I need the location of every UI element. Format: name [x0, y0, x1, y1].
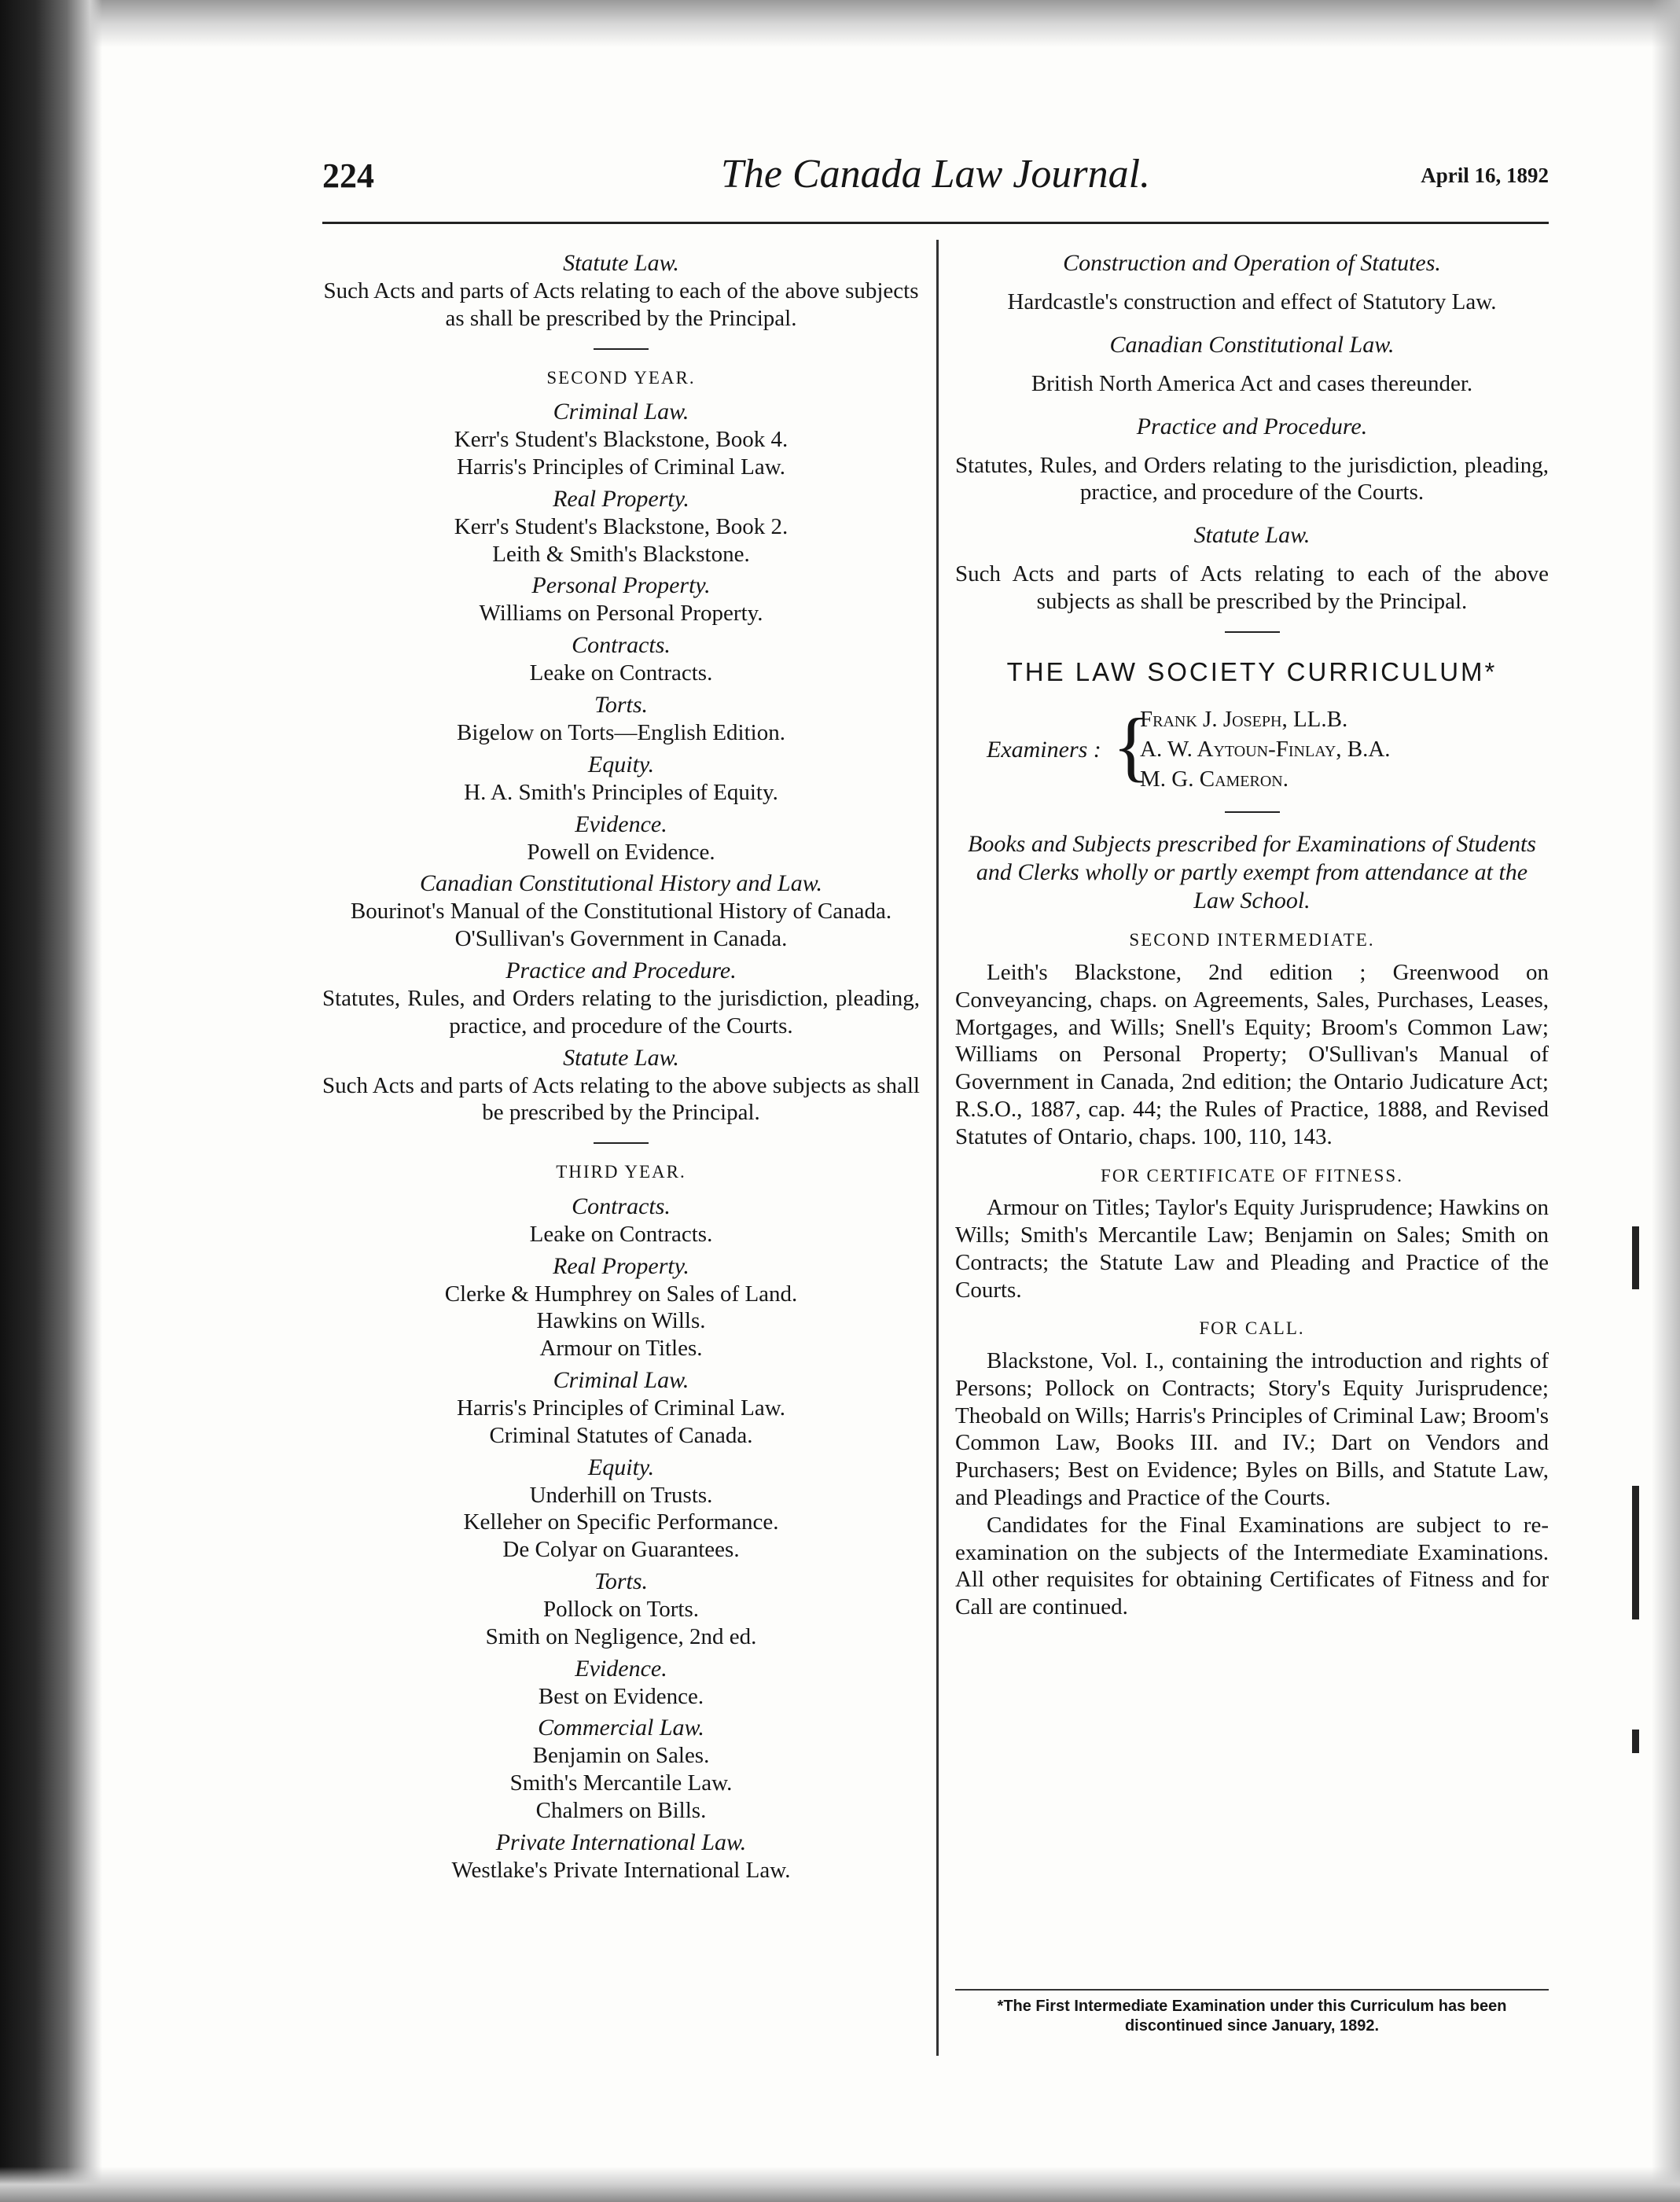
- section-text: Leith's Blackstone, 2nd edition ; Greenwood on Conveyancing, chaps. on Agreements, Sales, Purchases, Leases, Mortgages, and Wills; Snell's Equity; Broom's Common Law; Williams on Personal Property; O'Sullivan's Manual of Government in Canada, 2nd edition; the Ontario Judicature Act; R.S.O., 1887, cap. 44; the Rules of Practice, 1888, and Revised Statutes of Ontario, chaps. 100, 110, 143.: [955, 959, 1549, 1149]
- book-line: O'Sullivan's Government in Canada.: [454, 926, 788, 952]
- section-heading: Commercial Law.: [538, 1715, 704, 1741]
- short-rule: [1225, 811, 1280, 813]
- right-column: [955, 245, 1549, 1621]
- section-heading: Construction and Operation of Statutes.: [1063, 250, 1441, 276]
- journal-title: The Canada Law Journal.: [720, 152, 1151, 197]
- sub-heading: SECOND INTERMEDIATE.: [1129, 930, 1375, 950]
- section-heading: Equity.: [587, 751, 655, 778]
- book-line: Criminal Statutes of Canada.: [489, 1422, 753, 1448]
- edge-mark-2: [1632, 1486, 1639, 1619]
- brace-glyph: {: [1112, 702, 1150, 790]
- book-line: Kerr's Student's Blackstone, Book 4.: [454, 427, 789, 453]
- issue-date: April 16, 1892: [1421, 164, 1549, 187]
- section-heading: Evidence.: [575, 811, 667, 837]
- examiner-name: A. W. Aytoun-Finlay, B.A.: [1140, 737, 1391, 763]
- book-line: Smith's Mercantile Law.: [509, 1770, 733, 1796]
- column-divider: [936, 240, 939, 2056]
- sub-heading: FOR CALL.: [1199, 1318, 1305, 1339]
- section-text: Hardcastle's construction and effect of Statutory Law.: [1007, 289, 1497, 314]
- sub-heading: FOR CERTIFICATE OF FITNESS.: [1101, 1165, 1403, 1186]
- examiner-name: Frank J. Joseph, LL.B.: [1140, 707, 1348, 733]
- book-line: Armour on Titles.: [539, 1336, 703, 1362]
- section-text: Blackstone, Vol. I., containing the introduction and rights of Persons; Pollock on Contracts; Story's Equity Jurisprudence; Theobald on Wills; Harris's Principles of Criminal Law; Broom's Common Law, Books III. and IV.; Dart on Vendors and Purchasers; Best on Evidence; Byles on Bills, and Statute Law, and Pleadings and Practice of the Courts.: [955, 1347, 1549, 1510]
- section-text: Statutes, Rules, and Orders relating to the jurisdiction, pleading, practice, and procedure of the Courts.: [322, 985, 920, 1039]
- section-text: Armour on Titles; Taylor's Equity Jurisprudence; Hawkins on Wills; Smith's Mercantile Law; Benjamin on Sales; Smith on Contracts; the Statute Law and Pleading and Practice of the Courts.: [955, 1195, 1549, 1303]
- short-rule: [594, 1142, 649, 1144]
- book-line: Benjamin on Sales.: [532, 1743, 710, 1769]
- page-header: [322, 149, 1549, 212]
- book-line: Harris's Principles of Criminal Law.: [456, 1395, 786, 1421]
- scan-shadow-right: [1652, 0, 1680, 2202]
- book-line: Leake on Contracts.: [529, 660, 713, 686]
- book-line: Bigelow on Torts—English Edition.: [457, 719, 785, 745]
- section-heading: Criminal Law.: [553, 399, 689, 425]
- book-line: Leake on Contracts.: [529, 1221, 713, 1247]
- scan-shadow-binding: [0, 0, 102, 2202]
- book-line: Clerke & Humphrey on Sales of Land.: [444, 1281, 798, 1307]
- section-heading: Real Property.: [553, 1252, 689, 1279]
- section-heading: Contracts.: [572, 632, 671, 659]
- book-line: Smith on Negligence, 2nd ed.: [485, 1623, 757, 1649]
- edge-mark-3: [1632, 1730, 1639, 1753]
- section-text: Statutes, Rules, and Orders relating to the jurisdiction, pleading, practice, and procedure of the Courts.: [955, 452, 1549, 505]
- section-heading: Contracts.: [572, 1193, 671, 1219]
- book-line: Underhill on Trusts.: [529, 1482, 713, 1508]
- year-title: SECOND YEAR.: [546, 367, 696, 388]
- book-line: Best on Evidence.: [538, 1683, 704, 1709]
- section-heading: Equity.: [587, 1454, 655, 1480]
- section-heading: Canadian Constitutional History and Law.: [419, 870, 822, 897]
- section-text: Such Acts and parts of Acts relating to each of the above subjects as shall be prescribed by the Principal.: [955, 561, 1549, 614]
- footnote-rule: [955, 1989, 1549, 1991]
- book-line: Pollock on Torts.: [542, 1596, 700, 1622]
- book-line: Chalmers on Bills.: [535, 1797, 707, 1823]
- year-title: THIRD YEAR.: [556, 1162, 686, 1182]
- section-heading: Practice and Procedure.: [1136, 413, 1368, 439]
- section-heading: Private International Law.: [495, 1829, 747, 1855]
- section-heading: Real Property.: [553, 485, 689, 512]
- section-heading: Statute Law.: [563, 250, 679, 276]
- header-rule: [322, 222, 1549, 224]
- book-line: Hawkins on Wills.: [536, 1308, 706, 1334]
- section-heading: Torts.: [594, 691, 649, 718]
- book-line: Harris's Principles of Criminal Law.: [456, 454, 786, 480]
- book-line: H. A. Smith's Principles of Equity.: [464, 779, 778, 805]
- section-heading: Statute Law.: [1193, 522, 1311, 549]
- section-heading: Torts.: [594, 1568, 649, 1594]
- examiners-block: [955, 703, 1549, 796]
- edge-mark-1: [1632, 1226, 1639, 1289]
- book-line: Kerr's Student's Blackstone, Book 2.: [454, 513, 789, 539]
- section-heading: Practice and Procedure.: [505, 957, 737, 983]
- section-heading: Statute Law.: [563, 1044, 679, 1071]
- section-heading: Canadian Constitutional Law.: [1109, 331, 1395, 358]
- footnote: *The First Intermediate Examination under this Curriculum has been discontinued since January, 1892.: [997, 1998, 1507, 2035]
- curriculum-title: THE LAW SOCIETY CURRICULUM*: [1006, 656, 1498, 686]
- scan-shadow-bottom: [0, 2167, 1680, 2202]
- section-text: Such Acts and parts of Acts relating to each of the above subjects as shall be prescribed by the Principal.: [323, 278, 919, 331]
- section-text: Such Acts and parts of Acts relating to the above subjects as shall be prescribed by the Principal.: [322, 1072, 920, 1126]
- left-column: [322, 245, 920, 1884]
- examiner-name: M. G. Cameron.: [1140, 766, 1288, 792]
- section-heading: Evidence.: [575, 1655, 667, 1682]
- book-line: Powell on Evidence.: [527, 839, 715, 865]
- section-heading: Criminal Law.: [553, 1366, 689, 1393]
- book-line: Bourinot's Manual of the Constitutional History of Canada.: [350, 899, 892, 925]
- section-text: British North America Act and cases thereunder.: [1031, 370, 1473, 396]
- section-text: Candidates for the Final Examinations are subject to re-examination on the subjects of the Intermediate Examinations. All other requisites for obtaining Certificates of Fitness and for Call are continued.: [955, 1512, 1549, 1620]
- short-rule: [1225, 631, 1280, 633]
- scan-shadow-top: [0, 0, 1680, 47]
- book-line: Williams on Personal Property.: [479, 601, 763, 627]
- book-line: De Colyar on Guarantees.: [502, 1537, 740, 1563]
- book-line: Leith & Smith's Blackstone.: [492, 541, 750, 567]
- books-heading: Books and Subjects prescribed for Examinations of Students and Clerks wholly or partly exempt from attendance at the Law School.: [968, 831, 1536, 914]
- book-line: Westlake's Private International Law.: [451, 1857, 791, 1883]
- book-line: Kelleher on Specific Performance.: [463, 1509, 779, 1535]
- section-heading: Personal Property.: [531, 572, 711, 599]
- short-rule: [594, 348, 649, 350]
- page-number: 224: [322, 156, 374, 195]
- examiners-label: Examiners :: [987, 737, 1101, 763]
- examiner-names: [1140, 704, 1391, 794]
